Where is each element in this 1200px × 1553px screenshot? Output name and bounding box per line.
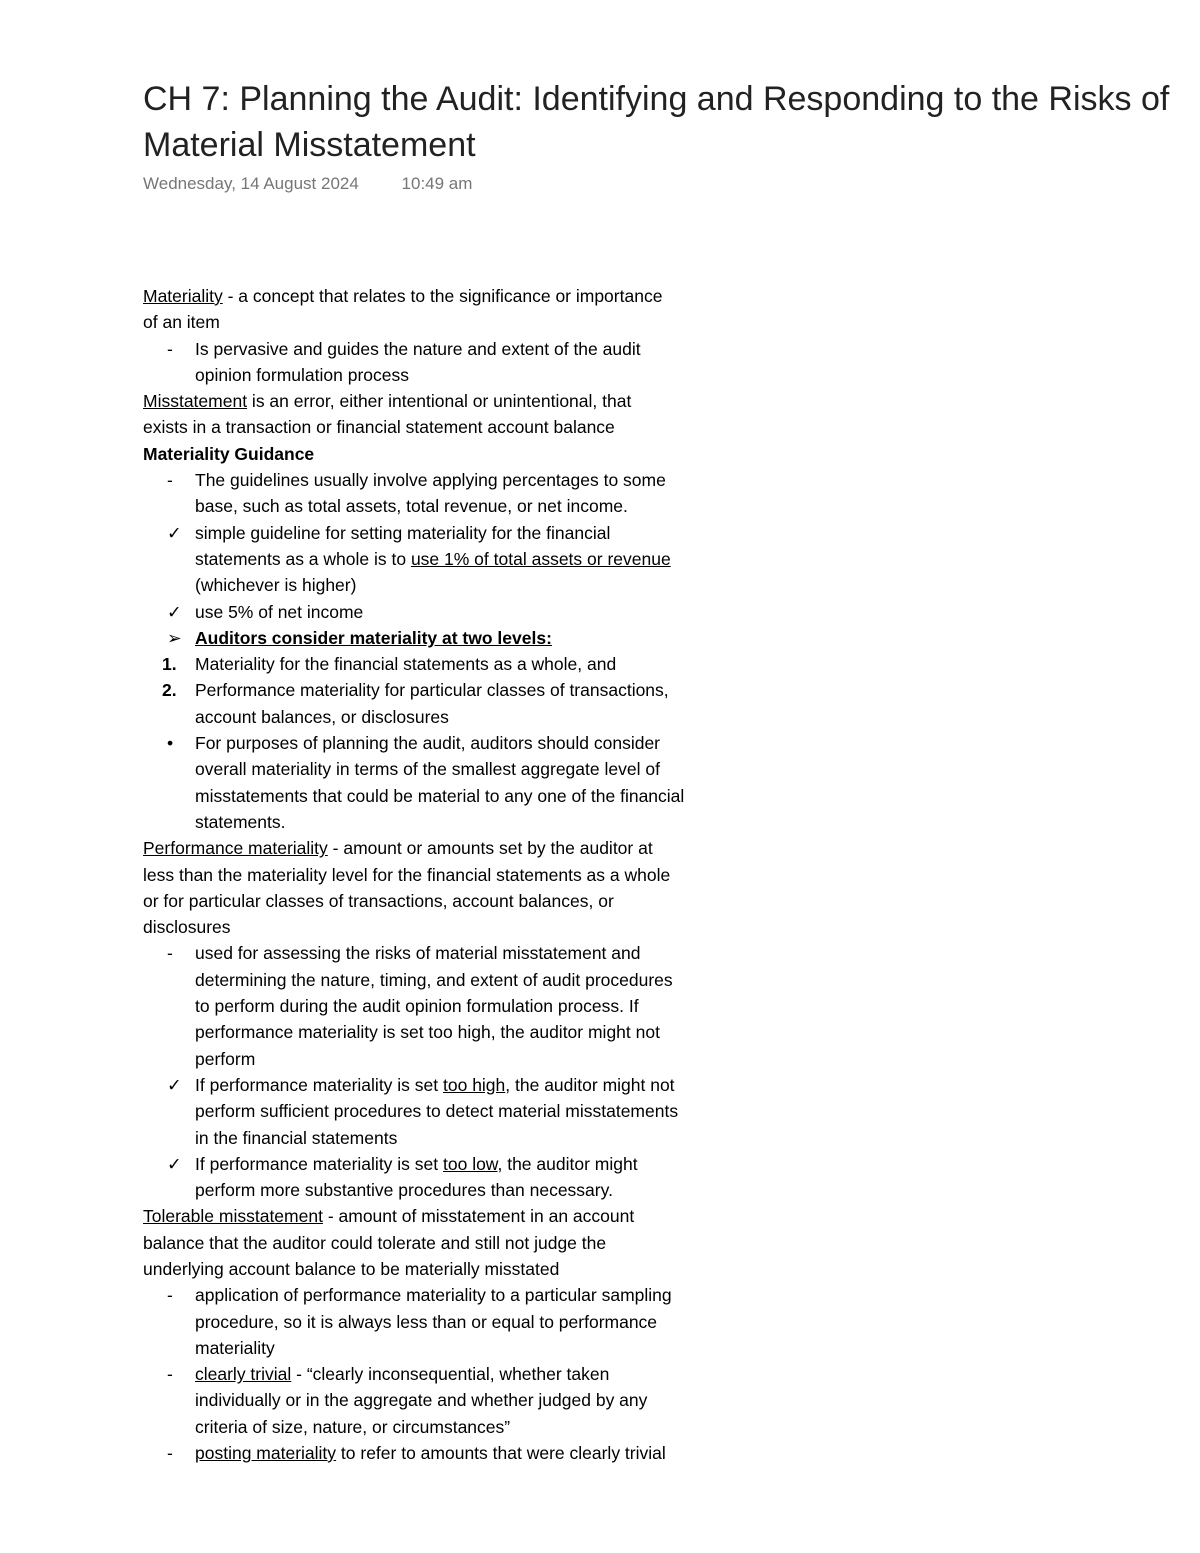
note-timestamp (143, 174, 472, 194)
text-line: in the financial statements (195, 1127, 398, 1148)
dash-bullet: - clearly trivial - “clearly inconsequential, whether taken (143, 1361, 783, 1387)
check-icon: ✓ (167, 522, 182, 543)
guidance-heading: Materiality Guidance (143, 443, 315, 464)
dash-marker: - (167, 1364, 173, 1385)
dash-bullet: - application of performance materiality to a particular sampling (143, 1282, 783, 1308)
text-line: to perform during the audit opinion formulation process. If (195, 996, 639, 1017)
text-line: criteria of size, nature, or circumstances” (195, 1416, 511, 1437)
text-line: perform more substantive procedures than necessary. (195, 1180, 613, 1201)
dot-bullet: • For purposes of planning the audit, auditors should consider (143, 730, 783, 756)
arrow-icon: ➢ (167, 627, 182, 648)
page-title (143, 76, 1200, 168)
check-bullet: ✓ If performance materiality is set too high, the auditor might not (143, 1072, 783, 1098)
numbered-item: 1. Materiality for the financial statements as a whole, and (143, 651, 783, 677)
title-line-2: Material Misstatement (143, 126, 476, 164)
text-line: determining the nature, timing, and extent of audit procedures (195, 969, 673, 990)
dash-marker: - (167, 1285, 173, 1306)
dash-marker: - (167, 1443, 173, 1464)
dash-marker: - (167, 943, 173, 964)
tolerable-misstatement-definition: Tolerable misstatement - amount of misstatement in an account (143, 1206, 635, 1227)
number-marker: 2. (162, 680, 177, 701)
dash-bullet: - Is pervasive and guides the nature and extent of the audit (143, 336, 783, 362)
dash-marker: - (167, 338, 173, 359)
text-line: less than the materiality level for the financial statements as a whole (143, 864, 671, 885)
text-line: statements as a whole is to use 1% of total assets or revenue (195, 548, 671, 569)
check-icon: ✓ (167, 1153, 182, 1174)
numbered-item: 2. Performance materiality for particular classes of transactions, (143, 677, 783, 703)
text-line: individually or in the aggregate and whether judged by any (195, 1390, 648, 1411)
text-line: opinion formulation process (195, 364, 410, 385)
dash-marker: - (167, 470, 173, 491)
text-line: or for particular classes of transactions, account balances, or (143, 890, 614, 911)
misstatement-term: Misstatement (143, 391, 248, 412)
text-line: balance that the auditor could tolerate and still not judge the (143, 1232, 607, 1253)
materiality-definition: Materiality - a concept that relates to the significance or importance (143, 286, 663, 306)
check-bullet: ✓ simple guideline for setting materiality for the financial (143, 520, 783, 546)
note-time: 10:49 am (401, 174, 473, 193)
dash-bullet: - The guidelines usually involve applying percentages to some (143, 467, 783, 493)
check-icon: ✓ (167, 601, 182, 622)
check-bullet: ✓ If performance materiality is set too low, the auditor might (143, 1151, 783, 1177)
dash-bullet: - used for assessing the risks of material misstatement and (143, 940, 783, 966)
text-line: (whichever is higher) (195, 575, 357, 596)
text-line: of an item (143, 312, 220, 333)
text-line: perform (195, 1048, 256, 1069)
text-line: account balances, or disclosures (195, 706, 449, 727)
check-bullet: ✓ use 5% of net income (143, 599, 783, 625)
number-marker: 1. (162, 654, 177, 675)
text-line: performance materiality is set too high, the auditor might not (195, 1022, 660, 1043)
text-line: overall materiality in terms of the smallest aggregate level of (195, 759, 660, 780)
tolerable-term: Tolerable misstatement (143, 1206, 323, 1227)
performance-materiality-definition: Performance materiality - amount or amounts set by the auditor at (143, 838, 653, 859)
text-line: perform sufficient procedures to detect material misstatements (195, 1101, 679, 1122)
title-line-1: CH 7: Planning the Audit: Identifying and Responding to the Risks of (143, 80, 1170, 118)
text-line: statements. (195, 811, 286, 832)
note-body (143, 283, 783, 1466)
text-line: procedure, so it is always less than or equal to performance (195, 1311, 658, 1332)
performance-term: Performance materiality (143, 838, 328, 859)
check-icon: ✓ (167, 1074, 182, 1095)
dash-bullet: - posting materiality to refer to amounts that were clearly trivial (143, 1440, 783, 1466)
arrow-bullet: ➢ Auditors consider materiality at two levels: (143, 625, 783, 651)
text-line: base, such as total assets, total revenue, or net income. (195, 496, 628, 517)
misstatement-definition: Misstatement is an error, either intentional or unintentional, that (143, 391, 632, 412)
dot-marker: • (167, 733, 174, 754)
note-date: Wednesday, 14 August 2024 (143, 174, 359, 193)
text-line: exists in a transaction or financial statement account balance (143, 417, 615, 438)
text-line: disclosures (143, 917, 231, 938)
text-line: underlying account balance to be materially misstated (143, 1258, 560, 1279)
text-line: materiality (195, 1337, 275, 1358)
text-line: misstatements that could be material to any one of the financial (195, 785, 685, 806)
materiality-term: Materiality (143, 286, 223, 306)
